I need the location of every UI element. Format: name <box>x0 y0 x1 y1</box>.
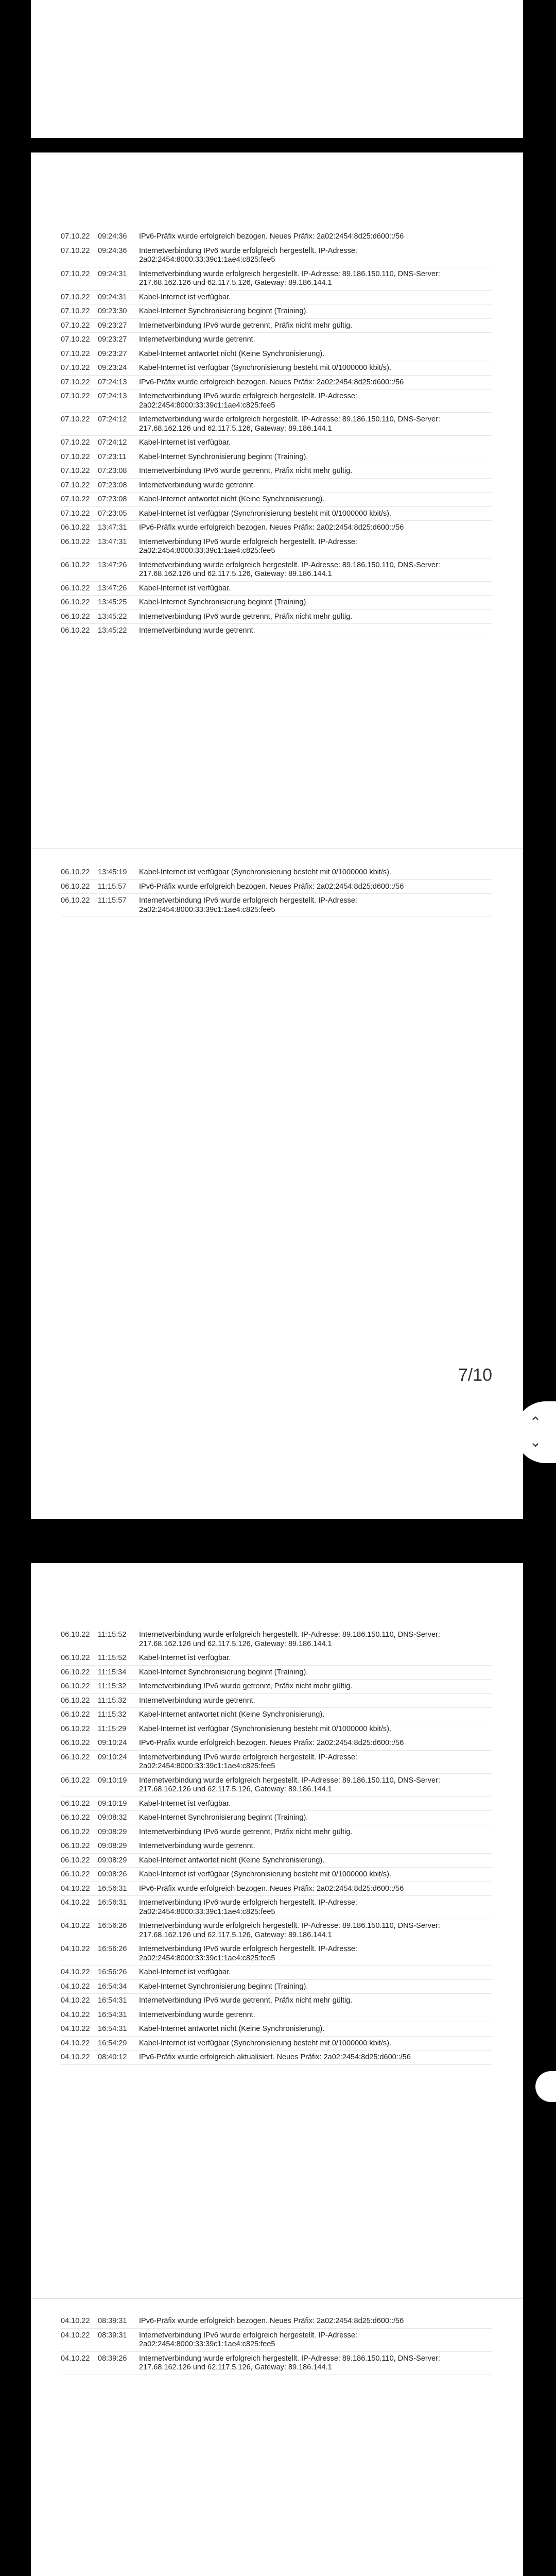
log-date: 04.10.22 <box>61 1982 90 1991</box>
log-time: 07:23:05 <box>98 509 127 518</box>
log-date: 07.10.22 <box>61 392 90 400</box>
log-row <box>61 347 492 362</box>
log-row <box>61 361 492 376</box>
log-time: 07:23:11 <box>98 452 127 461</box>
log-row <box>61 450 492 465</box>
log-row <box>61 436 492 450</box>
document-page-6 <box>31 152 523 849</box>
log-row <box>61 1825 492 1840</box>
log-row <box>61 582 492 596</box>
log-message: Internetverbindung IPv6 wurde erfolgreich hergestellt. IP-Adresse: 2a02:2454:8000:33:39c1:1ae4:c825:fee5 <box>139 537 357 555</box>
log-row <box>61 1651 492 1666</box>
log-date: 04.10.22 <box>61 2354 90 2363</box>
log-message: Internetverbindung IPv6 wurde erfolgreich hergestellt. IP-Adresse: 2a02:2454:8000:33:39c1:1ae4:c825:fee5 <box>139 1899 357 1916</box>
log-row <box>61 507 492 521</box>
log-row <box>61 1811 492 1825</box>
document-page-7 <box>31 849 523 1519</box>
log-date: 07.10.22 <box>61 349 90 358</box>
log-date: 07.10.22 <box>61 481 90 489</box>
log-message: Kabel-Internet Synchronisierung beginnt (Training). <box>139 1668 308 1676</box>
log-row <box>61 1896 492 1919</box>
log-message: Kabel-Internet ist verfügbar. <box>139 438 231 447</box>
log-time: 09:10:19 <box>98 1799 127 1808</box>
log-time: 07:23:08 <box>98 481 127 489</box>
log-date: 06.10.22 <box>61 626 90 635</box>
log-time: 13:45:19 <box>98 868 127 876</box>
log-date: 06.10.22 <box>61 1654 90 1662</box>
log-date: 06.10.22 <box>61 1856 90 1865</box>
log-row <box>61 1666 492 1680</box>
log-date: 04.10.22 <box>61 2331 90 2340</box>
log-time: 09:24:36 <box>98 246 127 255</box>
log-time: 16:54:31 <box>98 1996 127 2005</box>
log-row <box>61 230 492 244</box>
log-date: 07.10.22 <box>61 335 90 344</box>
log-row <box>61 1839 492 1854</box>
log-row <box>61 521 492 535</box>
log-row <box>61 413 492 436</box>
log-date: 07.10.22 <box>61 509 90 518</box>
log-message: Kabel-Internet ist verfügbar (Synchronisierung besteht mit 0/1000000 kbit/s). <box>139 2039 392 2047</box>
log-date: 04.10.22 <box>61 1996 90 2005</box>
log-row <box>61 479 492 493</box>
log-message: Kabel-Internet ist verfügbar (Synchronisierung besteht mit 0/1000000 kbit/s). <box>139 509 392 518</box>
log-row <box>61 333 492 347</box>
log-time: 09:23:27 <box>98 349 127 358</box>
log-time: 16:54:34 <box>98 1982 127 1991</box>
log-time: 08:39:31 <box>98 2331 127 2340</box>
log-time: 09:08:29 <box>98 1856 127 1865</box>
log-time: 11:15:29 <box>98 1724 127 1733</box>
log-message: Internetverbindung IPv6 wurde erfolgreich hergestellt. IP-Adresse: 2a02:2454:8000:33:39c1:1ae4:c825:fee5 <box>139 392 357 410</box>
log-time: 09:10:24 <box>98 1739 127 1747</box>
log-time: 16:56:26 <box>98 1968 127 1976</box>
log-time: 16:56:26 <box>98 1922 127 1930</box>
log-date: 04.10.22 <box>61 2317 90 2325</box>
log-date: 07.10.22 <box>61 415 90 423</box>
log-row <box>61 2050 492 2065</box>
log-row <box>61 304 492 319</box>
log-time: 07:24:13 <box>98 392 127 400</box>
log-message: IPv6-Präfix wurde erfolgreich bezogen. Neues Präfix: 2a02:2454:8d25:d600::/56 <box>139 1884 404 1893</box>
log-date: 07.10.22 <box>61 438 90 447</box>
log-time: 09:08:29 <box>98 1827 127 1836</box>
document-page-9 <box>31 2299 523 2576</box>
log-time: 13:45:22 <box>98 612 127 621</box>
log-date: 06.10.22 <box>61 1631 90 1639</box>
log-date: 06.10.22 <box>61 1827 90 1836</box>
log-message: Kabel-Internet ist verfügbar. <box>139 1654 231 1662</box>
event-log-list <box>61 1628 492 2065</box>
log-time: 08:39:31 <box>98 2317 127 2325</box>
log-row <box>61 1708 492 1722</box>
log-message: Internetverbindung wurde erfolgreich hergestellt. IP-Adresse: 89.186.150.110, DNS-Server: 217.68.162.126 und 62.117.5.126, Gateway: 89.186.144.1 <box>139 2354 440 2371</box>
log-row <box>61 267 492 291</box>
log-time: 11:15:52 <box>98 1631 127 1639</box>
log-message: Kabel-Internet ist verfügbar (Synchronisierung besteht mit 0/1000000 kbit/s). <box>139 364 392 372</box>
log-date: 06.10.22 <box>61 561 90 569</box>
log-row <box>61 389 492 413</box>
log-row <box>61 1722 492 1737</box>
log-message: Internetverbindung IPv6 wurde getrennt, Präfix nicht mehr gültig. <box>139 1827 353 1836</box>
log-time: 09:08:29 <box>98 1842 127 1850</box>
log-message: Kabel-Internet Synchronisierung beginnt (Training). <box>139 1814 308 1822</box>
log-date: 04.10.22 <box>61 1884 90 1893</box>
log-date: 04.10.22 <box>61 1945 90 1953</box>
page-number: 7/10 <box>458 1365 492 1385</box>
log-row <box>61 1942 492 1965</box>
log-message: Kabel-Internet Synchronisierung beginnt (Training). <box>139 1982 308 1991</box>
log-message: Internetverbindung IPv6 wurde getrennt, Präfix nicht mehr gültig. <box>139 612 353 621</box>
log-date: 06.10.22 <box>61 1739 90 1747</box>
log-date: 06.10.22 <box>61 1696 90 1705</box>
log-date: 07.10.22 <box>61 378 90 386</box>
log-row <box>61 866 492 880</box>
log-time: 09:10:19 <box>98 1776 127 1785</box>
log-date: 06.10.22 <box>61 1776 90 1785</box>
log-row <box>61 291 492 305</box>
log-message: IPv6-Präfix wurde erfolgreich aktualisiert. Neues Präfix: 2a02:2454:8d25:d600::/56 <box>139 2053 411 2061</box>
chevron-up-icon[interactable]: ⌃ <box>529 1414 542 1430</box>
log-message: Internetverbindung IPv6 wurde erfolgreich hergestellt. IP-Adresse: 2a02:2454:8000:33:39c1:1ae4:c825:fee5 <box>139 896 357 914</box>
log-time: 13:47:26 <box>98 561 127 569</box>
log-time: 16:56:26 <box>98 1945 127 1953</box>
log-time: 11:15:32 <box>98 1696 127 1705</box>
log-time: 13:45:25 <box>98 598 127 606</box>
log-time: 09:08:26 <box>98 1870 127 1878</box>
log-message: Kabel-Internet ist verfügbar (Synchronisierung besteht mit 0/1000000 kbit/s). <box>139 1870 392 1878</box>
log-date: 06.10.22 <box>61 1870 90 1878</box>
log-time: 09:23:27 <box>98 321 127 330</box>
log-time: 11:15:57 <box>98 896 127 905</box>
log-date: 07.10.22 <box>61 269 90 278</box>
log-row <box>61 894 492 917</box>
chevron-down-icon[interactable]: ⌄ <box>529 1434 542 1450</box>
log-message: Internetverbindung wurde erfolgreich hergestellt. IP-Adresse: 89.186.150.110, DNS-Server: 217.68.162.126 und 62.117.5.126, Gateway: 89.186.144.1 <box>139 1631 440 1648</box>
log-message: Internetverbindung wurde erfolgreich hergestellt. IP-Adresse: 89.186.150.110, DNS-Server: 217.68.162.126 und 62.117.5.126, Gateway: 89.186.144.1 <box>139 269 440 287</box>
log-date: 07.10.22 <box>61 321 90 330</box>
log-message: Internetverbindung wurde erfolgreich hergestellt. IP-Adresse: 89.186.150.110, DNS-Server: 217.68.162.126 und 62.117.5.126, Gateway: 89.186.144.1 <box>139 1776 440 1793</box>
log-row <box>61 558 492 582</box>
log-date: 06.10.22 <box>61 537 90 546</box>
log-date: 04.10.22 <box>61 1899 90 1907</box>
log-time: 07:24:12 <box>98 415 127 423</box>
log-time: 16:54:29 <box>98 2039 127 2047</box>
log-row <box>61 1980 492 1994</box>
log-row <box>61 880 492 894</box>
log-date: 06.10.22 <box>61 868 90 876</box>
log-date: 07.10.22 <box>61 495 90 503</box>
log-message: IPv6-Präfix wurde erfolgreich bezogen. Neues Präfix: 2a02:2454:8d25:d600::/56 <box>139 1739 404 1747</box>
log-time: 09:24:36 <box>98 232 127 241</box>
log-message: Internetverbindung IPv6 wurde getrennt, Präfix nicht mehr gültig. <box>139 1682 353 1690</box>
log-time: 13:45:22 <box>98 626 127 635</box>
log-date: 07.10.22 <box>61 467 90 475</box>
log-message: IPv6-Präfix wurde erfolgreich bezogen. Neues Präfix: 2a02:2454:8d25:d600::/56 <box>139 523 404 532</box>
log-message: Kabel-Internet ist verfügbar. <box>139 584 231 592</box>
log-message: Kabel-Internet ist verfügbar. <box>139 1799 231 1808</box>
log-date: 04.10.22 <box>61 2053 90 2061</box>
log-row <box>61 1965 492 1980</box>
log-row <box>61 1994 492 2008</box>
log-message: Internetverbindung wurde erfolgreich hergestellt. IP-Adresse: 89.186.150.110, DNS-Server: 217.68.162.126 und 62.117.5.126, Gateway: 89.186.144.1 <box>139 415 440 433</box>
log-time: 07:24:12 <box>98 438 127 447</box>
log-date: 07.10.22 <box>61 232 90 241</box>
log-time: 11:15:57 <box>98 882 127 891</box>
log-message: Internetverbindung wurde getrennt. <box>139 1842 255 1850</box>
log-row <box>61 1736 492 1751</box>
log-date: 04.10.22 <box>61 2039 90 2047</box>
log-row <box>61 2329 492 2352</box>
log-row <box>61 244 492 267</box>
log-message: Internetverbindung IPv6 wurde erfolgreich hergestellt. IP-Adresse: 2a02:2454:8000:33:39c1:1ae4:c825:fee5 <box>139 246 357 264</box>
log-message: IPv6-Präfix wurde erfolgreich bezogen. Neues Präfix: 2a02:2454:8d25:d600::/56 <box>139 232 404 241</box>
log-row <box>61 1868 492 1882</box>
log-date: 06.10.22 <box>61 1799 90 1808</box>
log-row <box>61 535 492 558</box>
log-row <box>61 1797 492 1811</box>
log-message: Kabel-Internet antwortet nicht (Keine Synchronisierung). <box>139 2025 325 2033</box>
log-message: Kabel-Internet antwortet nicht (Keine Synchronisierung). <box>139 1856 325 1865</box>
log-message: Internetverbindung IPv6 wurde erfolgreich hergestellt. IP-Adresse: 2a02:2454:8000:33:39c1:1ae4:c825:fee5 <box>139 2331 357 2348</box>
log-message: Kabel-Internet Synchronisierung beginnt (Training). <box>139 598 308 606</box>
log-message: Internetverbindung wurde getrennt. <box>139 481 255 489</box>
log-time: 13:47:31 <box>98 523 127 532</box>
log-date: 06.10.22 <box>61 1668 90 1676</box>
log-message: Internetverbindung IPv6 wurde getrennt, Präfix nicht mehr gültig. <box>139 1996 353 2005</box>
log-date: 07.10.22 <box>61 293 90 301</box>
event-log-list <box>61 2314 492 2375</box>
log-message: Kabel-Internet antwortet nicht (Keine Synchronisierung). <box>139 495 325 503</box>
log-message: Internetverbindung wurde getrennt. <box>139 2010 255 2019</box>
log-message: Internetverbindung wurde getrennt. <box>139 1696 255 1705</box>
log-row <box>61 1694 492 1708</box>
log-date: 06.10.22 <box>61 1842 90 1850</box>
log-row <box>61 2352 492 2375</box>
log-message: IPv6-Präfix wurde erfolgreich bezogen. Neues Präfix: 2a02:2454:8d25:d600::/56 <box>139 378 404 386</box>
log-row <box>61 596 492 610</box>
log-row <box>61 376 492 390</box>
log-time: 11:15:32 <box>98 1710 127 1719</box>
log-row <box>61 2314 492 2329</box>
log-date: 06.10.22 <box>61 523 90 532</box>
log-message: Internetverbindung IPv6 wurde getrennt, Präfix nicht mehr gültig. <box>139 467 353 475</box>
log-time: 07:23:08 <box>98 495 127 503</box>
log-date: 06.10.22 <box>61 896 90 905</box>
log-message: Kabel-Internet ist verfügbar (Synchronisierung besteht mit 0/1000000 kbit/s). <box>139 1724 392 1733</box>
log-row <box>61 1680 492 1694</box>
page-navigation-edge <box>535 2071 556 2102</box>
log-time: 09:24:31 <box>98 293 127 301</box>
log-row <box>61 1919 492 1942</box>
log-row <box>61 1751 492 1774</box>
log-date: 06.10.22 <box>61 882 90 891</box>
log-time: 09:10:24 <box>98 1753 127 1761</box>
log-row <box>61 2037 492 2051</box>
log-time: 16:54:31 <box>98 2010 127 2019</box>
log-message: Kabel-Internet antwortet nicht (Keine Synchronisierung). <box>139 349 325 358</box>
log-time: 07:23:08 <box>98 467 127 475</box>
log-date: 04.10.22 <box>61 1968 90 1976</box>
log-row <box>61 464 492 479</box>
log-date: 06.10.22 <box>61 612 90 621</box>
document-page-top <box>31 0 523 138</box>
log-date: 07.10.22 <box>61 364 90 372</box>
log-row <box>61 493 492 507</box>
log-message: Kabel-Internet Synchronisierung beginnt (Training). <box>139 452 308 461</box>
log-message: Internetverbindung wurde getrennt. <box>139 626 255 635</box>
log-date: 06.10.22 <box>61 1710 90 1719</box>
log-time: 13:47:31 <box>98 537 127 546</box>
document-page-8 <box>31 1563 523 2299</box>
log-date: 07.10.22 <box>61 246 90 255</box>
log-row <box>61 1628 492 1651</box>
log-time: 07:24:13 <box>98 378 127 386</box>
log-message: Kabel-Internet Synchronisierung beginnt (Training). <box>139 307 308 315</box>
log-row <box>61 1854 492 1868</box>
log-date: 06.10.22 <box>61 598 90 606</box>
log-date: 06.10.22 <box>61 1753 90 1761</box>
log-message: IPv6-Präfix wurde erfolgreich bezogen. Neues Präfix: 2a02:2454:8d25:d600::/56 <box>139 2317 404 2325</box>
log-message: Internetverbindung IPv6 wurde erfolgreich hergestellt. IP-Adresse: 2a02:2454:8000:33:39c1:1ae4:c825:fee5 <box>139 1945 357 1962</box>
log-time: 09:23:30 <box>98 307 127 315</box>
log-time: 09:23:24 <box>98 364 127 372</box>
log-date: 07.10.22 <box>61 452 90 461</box>
log-message: Internetverbindung wurde erfolgreich hergestellt. IP-Adresse: 89.186.150.110, DNS-Server: 217.68.162.126 und 62.117.5.126, Gateway: 89.186.144.1 <box>139 1922 440 1939</box>
log-row <box>61 2022 492 2037</box>
log-message: Kabel-Internet ist verfügbar. <box>139 293 231 301</box>
log-row <box>61 624 492 638</box>
log-message: Kabel-Internet antwortet nicht (Keine Synchronisierung). <box>139 1710 325 1719</box>
log-date: 04.10.22 <box>61 1922 90 1930</box>
log-date: 04.10.22 <box>61 2025 90 2033</box>
log-time: 09:23:27 <box>98 335 127 344</box>
log-message: Kabel-Internet ist verfügbar. <box>139 1968 231 1976</box>
log-time: 16:56:31 <box>98 1884 127 1893</box>
log-message: Kabel-Internet ist verfügbar (Synchronisierung besteht mit 0/1000000 kbit/s). <box>139 868 392 876</box>
event-log-list <box>61 866 492 917</box>
log-time: 16:54:31 <box>98 2025 127 2033</box>
log-row <box>61 319 492 333</box>
log-date: 07.10.22 <box>61 307 90 315</box>
log-time: 11:15:32 <box>98 1682 127 1690</box>
log-message: Internetverbindung IPv6 wurde erfolgreich hergestellt. IP-Adresse: 2a02:2454:8000:33:39c1:1ae4:c825:fee5 <box>139 1753 357 1770</box>
log-time: 11:15:34 <box>98 1668 127 1676</box>
log-time: 16:56:31 <box>98 1899 127 1907</box>
log-row <box>61 1774 492 1797</box>
log-date: 06.10.22 <box>61 1814 90 1822</box>
log-row <box>61 1882 492 1896</box>
log-message: Internetverbindung wurde erfolgreich hergestellt. IP-Adresse: 89.186.150.110, DNS-Server: 217.68.162.126 und 62.117.5.126, Gateway: 89.186.144.1 <box>139 561 440 578</box>
log-row <box>61 610 492 624</box>
log-time: 11:15:52 <box>98 1654 127 1662</box>
log-message: Internetverbindung wurde getrennt. <box>139 335 255 344</box>
log-time: 08:39:26 <box>98 2354 127 2363</box>
log-message: Internetverbindung IPv6 wurde getrennt, Präfix nicht mehr gültig. <box>139 321 353 330</box>
log-time: 09:08:32 <box>98 1814 127 1822</box>
log-date: 04.10.22 <box>61 2010 90 2019</box>
log-time: 08:40:12 <box>98 2053 127 2061</box>
log-date: 06.10.22 <box>61 1682 90 1690</box>
event-log-list <box>61 230 492 638</box>
log-date: 06.10.22 <box>61 584 90 592</box>
log-row <box>61 2008 492 2023</box>
log-date: 06.10.22 <box>61 1724 90 1733</box>
log-time: 09:24:31 <box>98 269 127 278</box>
log-message: IPv6-Präfix wurde erfolgreich bezogen. Neues Präfix: 2a02:2454:8d25:d600::/56 <box>139 882 404 891</box>
log-time: 13:47:26 <box>98 584 127 592</box>
